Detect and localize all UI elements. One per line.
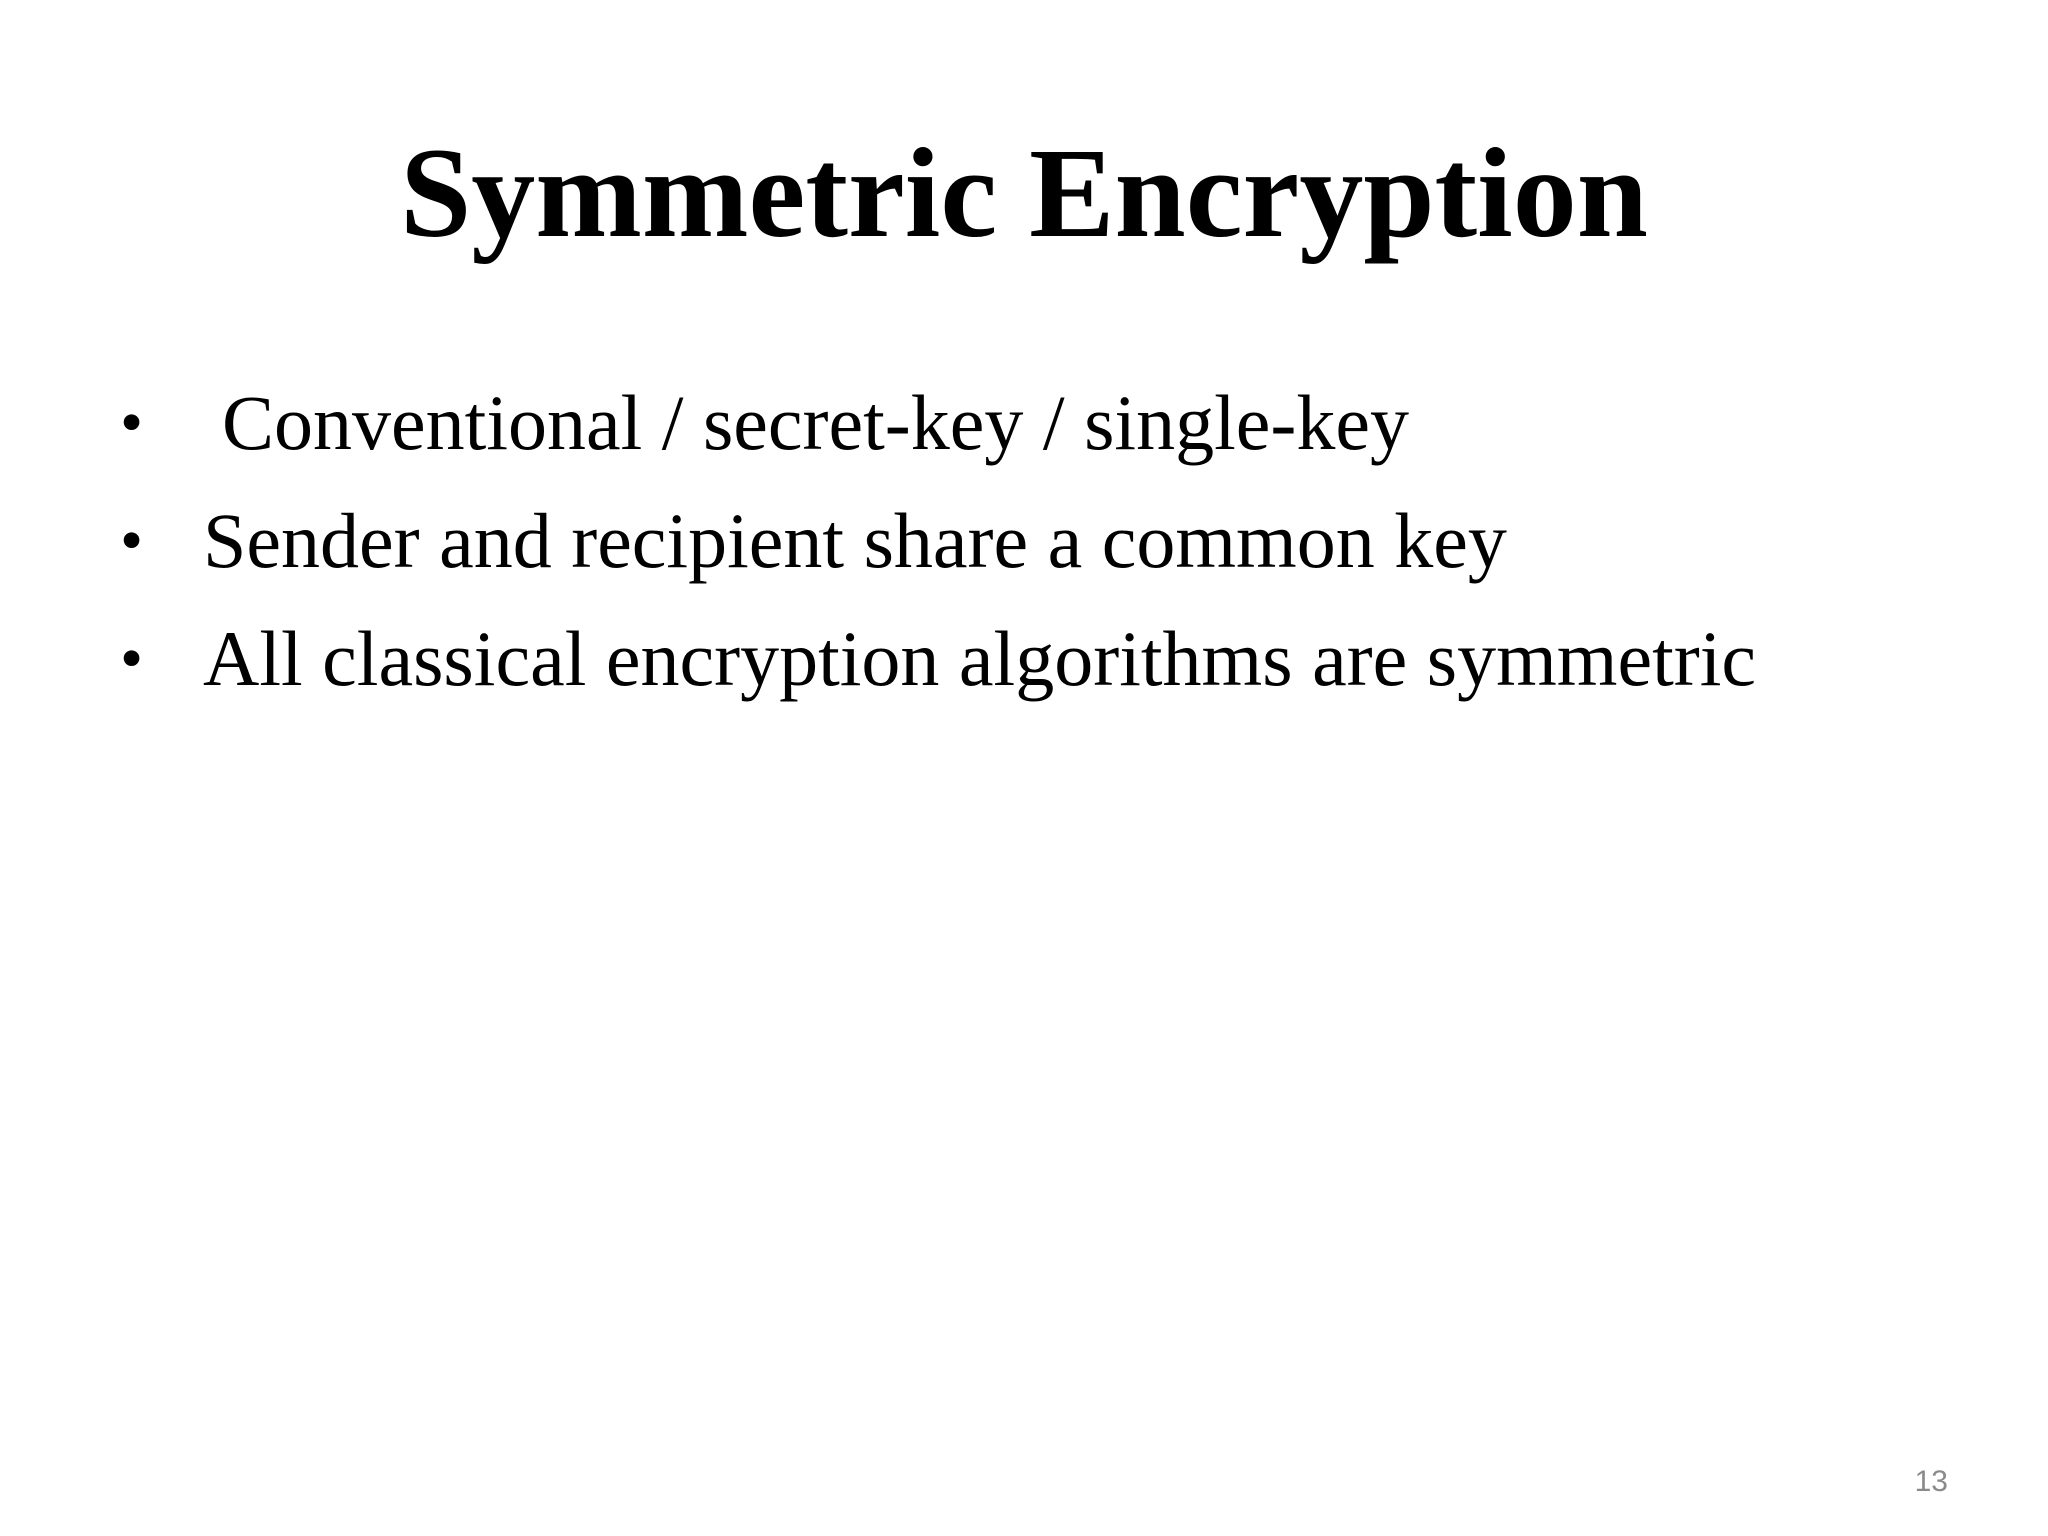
bullet-icon: • — [120, 504, 144, 577]
page-number: 13 — [1914, 1465, 1948, 1498]
bullet-text: All classical encryption algorithms are symmetric — [203, 615, 1757, 702]
bullet-icon: • — [120, 622, 144, 695]
bullet-text: Conventional / secret-key / single-key — [222, 379, 1409, 466]
bullet-icon: • — [120, 386, 144, 459]
slide-title: Symmetric Encryption — [400, 122, 1648, 264]
bullet-text: Sender and recipient share a common key — [203, 497, 1507, 584]
